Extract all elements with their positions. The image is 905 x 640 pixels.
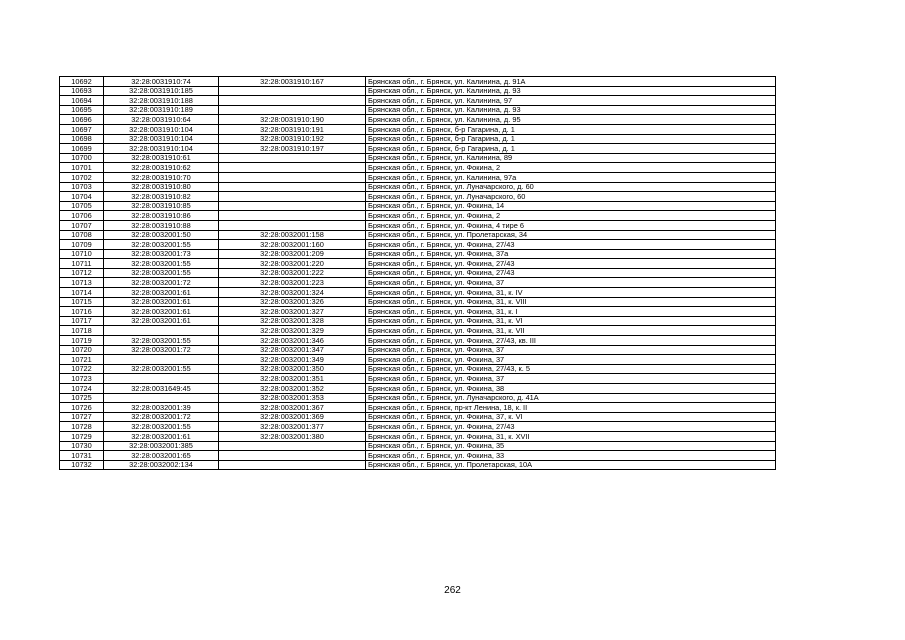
- parent-cadastral-number-cell: 32:28:0032001:55: [104, 268, 219, 278]
- table-row: [60, 86, 776, 96]
- table-row: [60, 134, 776, 144]
- cadastral-number-cell: 32:28:0032001:352: [219, 384, 366, 394]
- record-number-cell: 10701: [60, 163, 104, 173]
- address-cell: Брянская обл., г. Брянск, пр-кт Ленина, 18, к. II: [366, 403, 776, 413]
- cadastral-number-cell: [219, 192, 366, 202]
- cadastral-number-cell: [219, 220, 366, 230]
- address-cell: Брянская обл., г. Брянск, ул. Калинина, 97: [366, 96, 776, 106]
- record-number-cell: 10721: [60, 355, 104, 365]
- parent-cadastral-number-cell: 32:28:0032001:55: [104, 259, 219, 269]
- parent-cadastral-number-cell: 32:28:0032001:50: [104, 230, 219, 240]
- parent-cadastral-number-cell: 32:28:0031910:185: [104, 86, 219, 96]
- record-number-cell: 10710: [60, 249, 104, 259]
- address-cell: Брянская обл., г. Брянск, ул. Фокина, 31, к. VII: [366, 326, 776, 336]
- parent-cadastral-number-cell: 32:28:0031910:88: [104, 220, 219, 230]
- table-row: [60, 345, 776, 355]
- table-row: [60, 153, 776, 163]
- address-cell: Брянская обл., г. Брянск, ул. Фокина, 35: [366, 441, 776, 451]
- cadastral-number-cell: [219, 201, 366, 211]
- table-row: [60, 220, 776, 230]
- parent-cadastral-number-cell: 32:28:0031649:45: [104, 384, 219, 394]
- parent-cadastral-number-cell: 32:28:0031910:104: [104, 144, 219, 154]
- cadastral-number-cell: [219, 163, 366, 173]
- table-row: [60, 268, 776, 278]
- parent-cadastral-number-cell: 32:28:0031910:62: [104, 163, 219, 173]
- address-cell: Брянская обл., г. Брянск, ул. Фокина, 37: [366, 278, 776, 288]
- record-number-cell: 10715: [60, 297, 104, 307]
- record-number-cell: 10717: [60, 316, 104, 326]
- address-cell: Брянская обл., г. Брянск, ул. Калинина, д. 91А: [366, 77, 776, 87]
- cadastral-number-cell: [219, 441, 366, 451]
- parent-cadastral-number-cell: 32:28:0032001:73: [104, 249, 219, 259]
- parent-cadastral-number-cell: 32:28:0032001:55: [104, 336, 219, 346]
- address-cell: Брянская обл., г. Брянск, ул. Луначарского, д. 60: [366, 182, 776, 192]
- table-row: [60, 77, 776, 87]
- address-cell: Брянская обл., г. Брянск, ул. Фокина, 4 тире 6: [366, 220, 776, 230]
- parent-cadastral-number-cell: 32:28:0031910:188: [104, 96, 219, 106]
- parent-cadastral-number-cell: 32:28:0032001:55: [104, 240, 219, 250]
- table-row: [60, 144, 776, 154]
- table-row: [60, 374, 776, 384]
- record-number-cell: 10695: [60, 105, 104, 115]
- record-number-cell: 10720: [60, 345, 104, 355]
- cadastral-number-cell: 32:28:0032001:329: [219, 326, 366, 336]
- table-row: [60, 297, 776, 307]
- table-row: [60, 124, 776, 134]
- cadastral-number-cell: 32:28:0032001:222: [219, 268, 366, 278]
- address-cell: Брянская обл., г. Брянск, ул. Фокина, 31, к. VIII: [366, 297, 776, 307]
- record-number-cell: 10722: [60, 364, 104, 374]
- record-number-cell: 10726: [60, 403, 104, 413]
- parent-cadastral-number-cell: 32:28:0031910:85: [104, 201, 219, 211]
- parent-cadastral-number-cell: 32:28:0032001:72: [104, 412, 219, 422]
- cadastral-number-cell: [219, 182, 366, 192]
- address-cell: Брянская обл., г. Брянск, ул. Фокина, 37: [366, 374, 776, 384]
- parent-cadastral-number-cell: 32:28:0031910:64: [104, 115, 219, 125]
- address-cell: Брянская обл., г. Брянск, ул. Фокина, 2: [366, 211, 776, 221]
- record-number-cell: 10728: [60, 422, 104, 432]
- table-row: [60, 364, 776, 374]
- address-cell: Брянская обл., г. Брянск, б-р Гагарина, д. 1: [366, 144, 776, 154]
- record-number-cell: 10713: [60, 278, 104, 288]
- record-number-cell: 10697: [60, 124, 104, 134]
- address-cell: Брянская обл., г. Брянск, ул. Калинина, 97а: [366, 172, 776, 182]
- cadastral-number-cell: 32:28:0031910:190: [219, 115, 366, 125]
- address-cell: Брянская обл., г. Брянск, ул. Луначарского, д. 41А: [366, 393, 776, 403]
- table-row: [60, 441, 776, 451]
- address-cell: Брянская обл., г. Брянск, ул. Фокина, 33: [366, 451, 776, 461]
- address-cell: Брянская обл., г. Брянск, б-р Гагарина, д. 1: [366, 134, 776, 144]
- table-row: [60, 192, 776, 202]
- table-row: [60, 326, 776, 336]
- address-cell: Брянская обл., г. Брянск, ул. Пролетарская, 10А: [366, 460, 776, 470]
- record-number-cell: 10703: [60, 182, 104, 192]
- record-number-cell: 10707: [60, 220, 104, 230]
- cadastral-number-cell: [219, 86, 366, 96]
- record-number-cell: 10711: [60, 259, 104, 269]
- parent-cadastral-number-cell: 32:28:0032001:65: [104, 451, 219, 461]
- cadastral-number-cell: 32:28:0031910:192: [219, 134, 366, 144]
- record-number-cell: 10712: [60, 268, 104, 278]
- cadastral-number-cell: 32:28:0032001:160: [219, 240, 366, 250]
- table-row: [60, 211, 776, 221]
- table-row: [60, 393, 776, 403]
- address-cell: Брянская обл., г. Брянск, ул. Фокина, 37: [366, 355, 776, 365]
- record-number-cell: 10732: [60, 460, 104, 470]
- cadastral-number-cell: 32:28:0032001:223: [219, 278, 366, 288]
- address-cell: Брянская обл., г. Брянск, ул. Фокина, 27/43: [366, 268, 776, 278]
- table-body: [60, 77, 776, 470]
- address-cell: Брянская обл., г. Брянск, ул. Пролетарская, 34: [366, 230, 776, 240]
- table-row: [60, 278, 776, 288]
- table-row: [60, 96, 776, 106]
- table-row: [60, 201, 776, 211]
- parent-cadastral-number-cell: 32:28:0032001:39: [104, 403, 219, 413]
- cadastral-table: [59, 76, 776, 470]
- cadastral-number-cell: 32:28:0032001:351: [219, 374, 366, 384]
- parent-cadastral-number-cell: [104, 326, 219, 336]
- record-number-cell: 10699: [60, 144, 104, 154]
- table-row: [60, 307, 776, 317]
- address-cell: Брянская обл., г. Брянск, ул. Фокина, 37: [366, 345, 776, 355]
- cadastral-number-cell: 32:28:0032001:367: [219, 403, 366, 413]
- parent-cadastral-number-cell: 32:28:0031910:80: [104, 182, 219, 192]
- table-row: [60, 105, 776, 115]
- table-row: [60, 451, 776, 461]
- table-row: [60, 182, 776, 192]
- parent-cadastral-number-cell: 32:28:0032001:61: [104, 288, 219, 298]
- parent-cadastral-number-cell: 32:28:0031910:61: [104, 153, 219, 163]
- cadastral-number-cell: 32:28:0032001:349: [219, 355, 366, 365]
- parent-cadastral-number-cell: 32:28:0032001:385: [104, 441, 219, 451]
- table-row: [60, 230, 776, 240]
- cadastral-number-cell: 32:28:0032001:377: [219, 422, 366, 432]
- parent-cadastral-number-cell: [104, 374, 219, 384]
- table-row: [60, 422, 776, 432]
- address-cell: Брянская обл., г. Брянск, ул. Калинина, д. 95: [366, 115, 776, 125]
- parent-cadastral-number-cell: 32:28:0032001:72: [104, 345, 219, 355]
- parent-cadastral-number-cell: 32:28:0031910:74: [104, 77, 219, 87]
- parent-cadastral-number-cell: 32:28:0031910:82: [104, 192, 219, 202]
- table-row: [60, 355, 776, 365]
- record-number-cell: 10694: [60, 96, 104, 106]
- address-cell: Брянская обл., г. Брянск, ул. Калинина, д. 93: [366, 86, 776, 96]
- cadastral-number-cell: 32:28:0032001:209: [219, 249, 366, 259]
- record-number-cell: 10708: [60, 230, 104, 240]
- cadastral-number-cell: 32:28:0032001:158: [219, 230, 366, 240]
- cadastral-number-cell: 32:28:0032001:220: [219, 259, 366, 269]
- record-number-cell: 10730: [60, 441, 104, 451]
- parent-cadastral-number-cell: 32:28:0031910:86: [104, 211, 219, 221]
- cadastral-number-cell: [219, 460, 366, 470]
- parent-cadastral-number-cell: 32:28:0032001:61: [104, 431, 219, 441]
- cadastral-number-cell: 32:28:0032001:347: [219, 345, 366, 355]
- cadastral-number-cell: [219, 96, 366, 106]
- table-row: [60, 249, 776, 259]
- parent-cadastral-number-cell: [104, 393, 219, 403]
- record-number-cell: 10709: [60, 240, 104, 250]
- address-cell: Брянская обл., г. Брянск, ул. Фокина, 27/43, кв. III: [366, 336, 776, 346]
- address-cell: Брянская обл., г. Брянск, ул. Луначарского, 60: [366, 192, 776, 202]
- record-number-cell: 10723: [60, 374, 104, 384]
- address-cell: Брянская обл., г. Брянск, ул. Фокина, 31, к. XVII: [366, 431, 776, 441]
- record-number-cell: 10718: [60, 326, 104, 336]
- address-cell: Брянская обл., г. Брянск, ул. Фокина, 27/43: [366, 240, 776, 250]
- table-row: [60, 172, 776, 182]
- parent-cadastral-number-cell: 32:28:0031910:104: [104, 134, 219, 144]
- record-number-cell: 10724: [60, 384, 104, 394]
- cadastral-number-cell: [219, 105, 366, 115]
- record-number-cell: 10725: [60, 393, 104, 403]
- cadastral-number-cell: [219, 172, 366, 182]
- parent-cadastral-number-cell: 32:28:0032001:61: [104, 307, 219, 317]
- parent-cadastral-number-cell: 32:28:0032001:55: [104, 422, 219, 432]
- cadastral-number-cell: 32:28:0031910:167: [219, 77, 366, 87]
- address-cell: Брянская обл., г. Брянск, ул. Калинина, д. 93: [366, 105, 776, 115]
- address-cell: Брянская обл., г. Брянск, ул. Фокина, 37а: [366, 249, 776, 259]
- record-number-cell: 10700: [60, 153, 104, 163]
- address-cell: Брянская обл., г. Брянск, ул. Фокина, 14: [366, 201, 776, 211]
- record-number-cell: 10714: [60, 288, 104, 298]
- table-row: [60, 163, 776, 173]
- address-cell: Брянская обл., г. Брянск, ул. Фокина, 27/43: [366, 259, 776, 269]
- cadastral-number-cell: 32:28:0031910:197: [219, 144, 366, 154]
- record-number-cell: 10731: [60, 451, 104, 461]
- parent-cadastral-number-cell: 32:28:0032001:61: [104, 297, 219, 307]
- cadastral-number-cell: [219, 211, 366, 221]
- cadastral-number-cell: [219, 153, 366, 163]
- address-cell: Брянская обл., г. Брянск, ул. Фокина, 2: [366, 163, 776, 173]
- table-row: [60, 240, 776, 250]
- address-cell: Брянская обл., г. Брянск, ул. Фокина, 31, к. I: [366, 307, 776, 317]
- table-row: [60, 259, 776, 269]
- parent-cadastral-number-cell: 32:28:0031910:70: [104, 172, 219, 182]
- address-cell: Брянская обл., г. Брянск, ул. Фокина, 38: [366, 384, 776, 394]
- cadastral-number-cell: 32:28:0032001:350: [219, 364, 366, 374]
- record-number-cell: 10716: [60, 307, 104, 317]
- table-row: [60, 403, 776, 413]
- cadastral-number-cell: 32:28:0032001:380: [219, 431, 366, 441]
- parent-cadastral-number-cell: 32:28:0031910:104: [104, 124, 219, 134]
- address-cell: Брянская обл., г. Брянск, ул. Калинина, 89: [366, 153, 776, 163]
- record-number-cell: 10696: [60, 115, 104, 125]
- record-number-cell: 10698: [60, 134, 104, 144]
- table-row: [60, 336, 776, 346]
- address-cell: Брянская обл., г. Брянск, ул. Фокина, 31, к. VI: [366, 316, 776, 326]
- parent-cadastral-number-cell: 32:28:0032002:134: [104, 460, 219, 470]
- address-cell: Брянская обл., г. Брянск, ул. Фокина, 31, к. IV: [366, 288, 776, 298]
- record-number-cell: 10727: [60, 412, 104, 422]
- table-row: [60, 316, 776, 326]
- cadastral-number-cell: 32:28:0032001:324: [219, 288, 366, 298]
- record-number-cell: 10704: [60, 192, 104, 202]
- cadastral-number-cell: 32:28:0032001:353: [219, 393, 366, 403]
- parent-cadastral-number-cell: 32:28:0032001:55: [104, 364, 219, 374]
- cadastral-number-cell: 32:28:0032001:327: [219, 307, 366, 317]
- table-row: [60, 384, 776, 394]
- cadastral-number-cell: 32:28:0032001:326: [219, 297, 366, 307]
- cadastral-number-cell: [219, 451, 366, 461]
- address-cell: Брянская обл., г. Брянск, ул. Фокина, 27/43: [366, 422, 776, 432]
- cadastral-number-cell: 32:28:0032001:328: [219, 316, 366, 326]
- parent-cadastral-number-cell: 32:28:0031910:189: [104, 105, 219, 115]
- address-cell: Брянская обл., г. Брянск, ул. Фокина, 27/43, к. 5: [366, 364, 776, 374]
- table-row: [60, 431, 776, 441]
- record-number-cell: 10706: [60, 211, 104, 221]
- record-number-cell: 10719: [60, 336, 104, 346]
- parent-cadastral-number-cell: [104, 355, 219, 365]
- address-cell: Брянская обл., г. Брянск, б-р Гагарина, д. 1: [366, 124, 776, 134]
- record-number-cell: 10692: [60, 77, 104, 87]
- table-row: [60, 412, 776, 422]
- table-row: [60, 288, 776, 298]
- record-number-cell: 10693: [60, 86, 104, 96]
- cadastral-number-cell: 32:28:0032001:369: [219, 412, 366, 422]
- parent-cadastral-number-cell: 32:28:0032001:61: [104, 316, 219, 326]
- page-number: 262: [444, 585, 461, 596]
- table-row: [60, 460, 776, 470]
- address-cell: Брянская обл., г. Брянск, ул. Фокина, 37, к. VI: [366, 412, 776, 422]
- parent-cadastral-number-cell: 32:28:0032001:72: [104, 278, 219, 288]
- cadastral-number-cell: 32:28:0031910:191: [219, 124, 366, 134]
- record-number-cell: 10705: [60, 201, 104, 211]
- record-number-cell: 10702: [60, 172, 104, 182]
- table-row: [60, 115, 776, 125]
- cadastral-number-cell: 32:28:0032001:346: [219, 336, 366, 346]
- record-number-cell: 10729: [60, 431, 104, 441]
